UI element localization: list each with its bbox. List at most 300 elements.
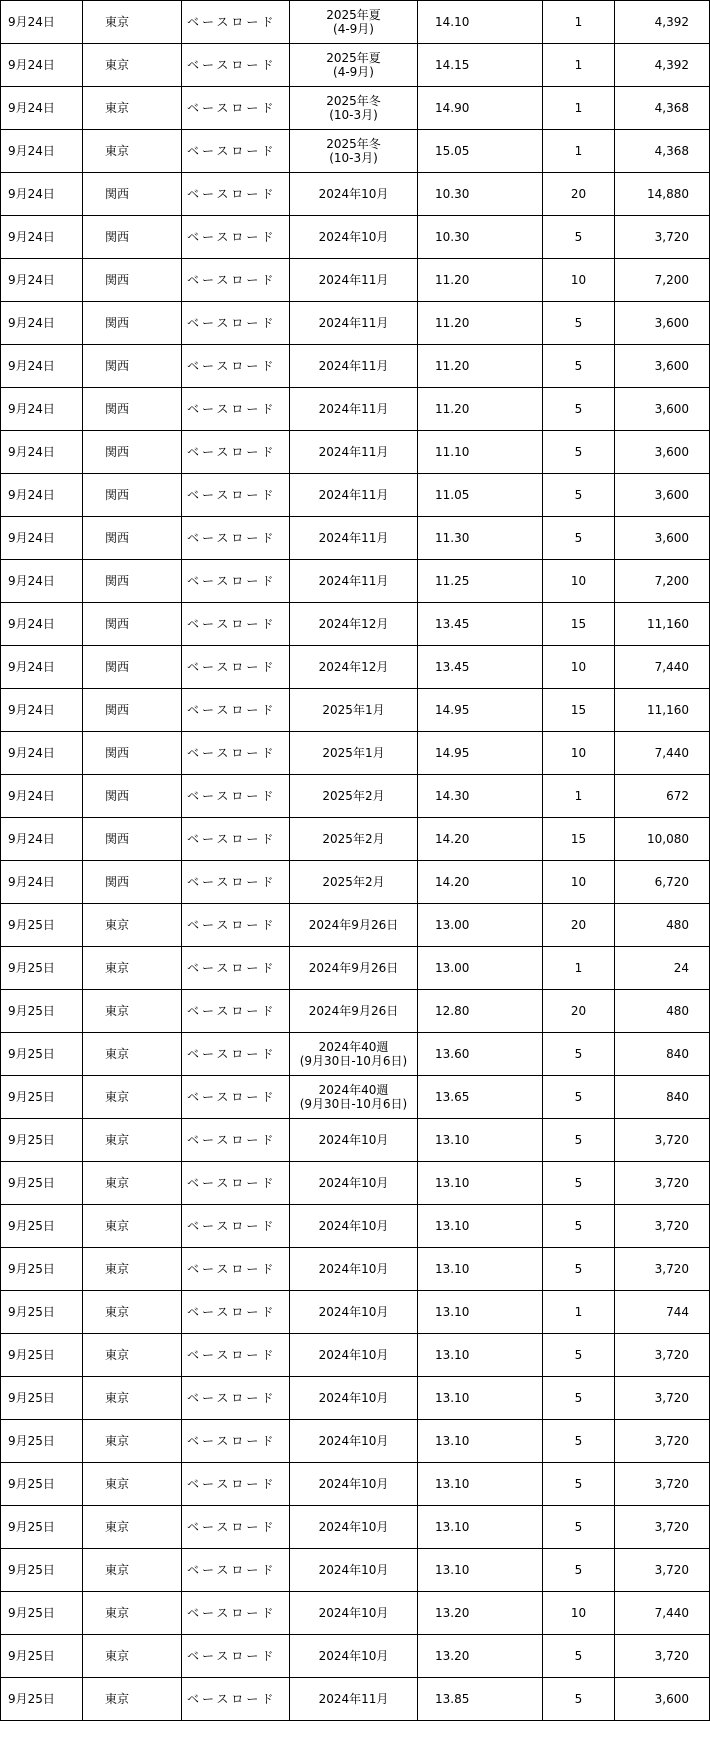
- price-cell: 10.30: [418, 216, 543, 259]
- table-row: [1, 1635, 710, 1678]
- area-cell: 関西: [83, 775, 182, 818]
- trade-date-cell: 9月24日: [1, 259, 83, 302]
- delivery-period-line: 2024年10月: [318, 1649, 389, 1663]
- trade-date-cell: 9月24日: [1, 44, 83, 87]
- table-row: [1, 1119, 710, 1162]
- delivery-period-line: (9月30日-10月6日): [299, 1097, 408, 1111]
- delivery-period-cell: [290, 560, 418, 603]
- trade-date-cell: 9月24日: [1, 646, 83, 689]
- lots-cell: 5: [543, 345, 615, 388]
- delivery-period-cell: [290, 1592, 418, 1635]
- amount-cell: 6,720: [615, 861, 710, 904]
- amount-cell: 24: [615, 947, 710, 990]
- area-cell: 東京: [83, 1291, 182, 1334]
- table-row: [1, 775, 710, 818]
- delivery-period-cell: [290, 1291, 418, 1334]
- product-cell: ベースロード: [182, 474, 290, 517]
- product-cell: ベースロード: [182, 431, 290, 474]
- table-row: [1, 1678, 710, 1721]
- lots-cell: 1: [543, 130, 615, 173]
- lots-cell: 5: [543, 216, 615, 259]
- delivery-period-cell: [290, 87, 418, 130]
- lots-cell: 20: [543, 173, 615, 216]
- product-cell: ベースロード: [182, 560, 290, 603]
- delivery-period-line: 2024年11月: [318, 273, 389, 287]
- table-row: [1, 947, 710, 990]
- table-row: [1, 1506, 710, 1549]
- trade-date-cell: 9月25日: [1, 990, 83, 1033]
- area-cell: 東京: [83, 87, 182, 130]
- price-cell: 14.90: [418, 87, 543, 130]
- price-cell: 13.60: [418, 1033, 543, 1076]
- price-cell: 12.80: [418, 990, 543, 1033]
- area-cell: 東京: [83, 1678, 182, 1721]
- amount-cell: 3,720: [615, 1549, 710, 1592]
- table-row: [1, 1377, 710, 1420]
- lots-cell: 5: [543, 1205, 615, 1248]
- trade-date-cell: 9月25日: [1, 1549, 83, 1592]
- lots-cell: 15: [543, 818, 615, 861]
- area-cell: 関西: [83, 689, 182, 732]
- lots-cell: 5: [543, 1076, 615, 1119]
- area-cell: 関西: [83, 302, 182, 345]
- table-row: [1, 1334, 710, 1377]
- table-row: [1, 388, 710, 431]
- table-row: [1, 861, 710, 904]
- table-row: [1, 173, 710, 216]
- trade-date-cell: 9月25日: [1, 1248, 83, 1291]
- area-cell: 東京: [83, 1377, 182, 1420]
- price-cell: 14.20: [418, 861, 543, 904]
- table-row: [1, 474, 710, 517]
- amount-cell: 4,368: [615, 130, 710, 173]
- price-cell: 14.20: [418, 818, 543, 861]
- delivery-period-cell: [290, 1334, 418, 1377]
- area-cell: 関西: [83, 345, 182, 388]
- product-cell: ベースロード: [182, 130, 290, 173]
- area-cell: 東京: [83, 990, 182, 1033]
- amount-cell: 672: [615, 775, 710, 818]
- delivery-period-line: 2024年9月26日: [308, 1004, 399, 1018]
- area-cell: 東京: [83, 1076, 182, 1119]
- amount-cell: 3,600: [615, 517, 710, 560]
- lots-cell: 5: [543, 1678, 615, 1721]
- product-cell: ベースロード: [182, 603, 290, 646]
- trade-date-cell: 9月24日: [1, 1, 83, 44]
- amount-cell: 3,720: [615, 1506, 710, 1549]
- table-row: [1, 1549, 710, 1592]
- price-cell: 13.10: [418, 1463, 543, 1506]
- trade-date-cell: 9月25日: [1, 1506, 83, 1549]
- amount-cell: 3,720: [615, 1248, 710, 1291]
- price-cell: 13.85: [418, 1678, 543, 1721]
- delivery-period-line: 2025年2月: [322, 832, 385, 846]
- amount-cell: 7,440: [615, 646, 710, 689]
- amount-cell: 3,600: [615, 388, 710, 431]
- area-cell: 東京: [83, 1205, 182, 1248]
- delivery-period-cell: [290, 1119, 418, 1162]
- table-row: [1, 1033, 710, 1076]
- amount-cell: 7,440: [615, 732, 710, 775]
- price-cell: 13.10: [418, 1334, 543, 1377]
- trade-date-cell: 9月24日: [1, 560, 83, 603]
- lots-cell: 1: [543, 44, 615, 87]
- price-cell: 11.20: [418, 388, 543, 431]
- product-cell: ベースロード: [182, 732, 290, 775]
- delivery-period-line: 2024年10月: [318, 1348, 389, 1362]
- delivery-period-cell: [290, 1162, 418, 1205]
- delivery-period-line: 2024年10月: [318, 187, 389, 201]
- price-cell: 13.45: [418, 603, 543, 646]
- product-cell: ベースロード: [182, 861, 290, 904]
- lots-cell: 1: [543, 1291, 615, 1334]
- product-cell: ベースロード: [182, 689, 290, 732]
- delivery-period-line: 2025年冬: [326, 94, 381, 108]
- price-cell: 13.10: [418, 1291, 543, 1334]
- table-row: [1, 646, 710, 689]
- lots-cell: 10: [543, 259, 615, 302]
- product-cell: ベースロード: [182, 1463, 290, 1506]
- trade-date-cell: 9月25日: [1, 1076, 83, 1119]
- area-cell: 東京: [83, 1248, 182, 1291]
- area-cell: 東京: [83, 44, 182, 87]
- table-row: [1, 1205, 710, 1248]
- delivery-period-line: 2024年10月: [318, 1563, 389, 1577]
- table-row: [1, 345, 710, 388]
- price-cell: 11.20: [418, 345, 543, 388]
- area-cell: 東京: [83, 1162, 182, 1205]
- delivery-period-cell: [290, 646, 418, 689]
- lots-cell: 10: [543, 861, 615, 904]
- lots-cell: 15: [543, 603, 615, 646]
- product-cell: ベースロード: [182, 44, 290, 87]
- lots-cell: 1: [543, 87, 615, 130]
- product-cell: ベースロード: [182, 1549, 290, 1592]
- delivery-period-cell: [290, 1076, 418, 1119]
- delivery-period-line: 2024年11月: [318, 531, 389, 545]
- amount-cell: 840: [615, 1033, 710, 1076]
- price-cell: 13.20: [418, 1635, 543, 1678]
- delivery-period-cell: [290, 431, 418, 474]
- amount-cell: 3,600: [615, 302, 710, 345]
- product-cell: ベースロード: [182, 1334, 290, 1377]
- delivery-period-cell: [290, 947, 418, 990]
- amount-cell: 7,200: [615, 560, 710, 603]
- delivery-period-line: 2025年2月: [322, 789, 385, 803]
- trade-date-cell: 9月24日: [1, 818, 83, 861]
- table-row: [1, 302, 710, 345]
- delivery-period-cell: [290, 1506, 418, 1549]
- amount-cell: 3,720: [615, 216, 710, 259]
- delivery-period-cell: [290, 388, 418, 431]
- price-cell: 13.10: [418, 1205, 543, 1248]
- product-cell: ベースロード: [182, 1678, 290, 1721]
- area-cell: 関西: [83, 216, 182, 259]
- price-cell: 13.20: [418, 1592, 543, 1635]
- price-cell: 15.05: [418, 130, 543, 173]
- amount-cell: 3,720: [615, 1463, 710, 1506]
- lots-cell: 5: [543, 1635, 615, 1678]
- delivery-period-line: 2024年12月: [318, 617, 389, 631]
- delivery-period-cell: [290, 302, 418, 345]
- amount-cell: 480: [615, 990, 710, 1033]
- delivery-period-line: 2024年10月: [318, 1176, 389, 1190]
- trade-date-cell: 9月24日: [1, 345, 83, 388]
- amount-cell: 3,600: [615, 474, 710, 517]
- area-cell: 関西: [83, 388, 182, 431]
- product-cell: ベースロード: [182, 345, 290, 388]
- area-cell: 関西: [83, 173, 182, 216]
- delivery-period-line: 2024年11月: [318, 316, 389, 330]
- area-cell: 東京: [83, 1506, 182, 1549]
- price-cell: 11.20: [418, 302, 543, 345]
- price-cell: 14.15: [418, 44, 543, 87]
- product-cell: ベースロード: [182, 1506, 290, 1549]
- trade-date-cell: 9月24日: [1, 732, 83, 775]
- table-row: [1, 1076, 710, 1119]
- delivery-period-cell: [290, 1377, 418, 1420]
- delivery-period-line: 2024年10月: [318, 230, 389, 244]
- product-cell: ベースロード: [182, 646, 290, 689]
- amount-cell: 14,880: [615, 173, 710, 216]
- area-cell: 東京: [83, 1033, 182, 1076]
- delivery-period-line: 2024年11月: [318, 445, 389, 459]
- delivery-period-cell: [290, 818, 418, 861]
- lots-cell: 5: [543, 1506, 615, 1549]
- price-cell: 13.10: [418, 1549, 543, 1592]
- product-cell: ベースロード: [182, 1, 290, 44]
- area-cell: 東京: [83, 947, 182, 990]
- product-cell: ベースロード: [182, 302, 290, 345]
- lots-cell: 5: [543, 517, 615, 560]
- delivery-period-cell: [290, 689, 418, 732]
- delivery-period-line: 2025年冬: [326, 137, 381, 151]
- trade-date-cell: 9月24日: [1, 431, 83, 474]
- price-cell: 11.05: [418, 474, 543, 517]
- lots-cell: 5: [543, 388, 615, 431]
- delivery-period-line: 2024年10月: [318, 1133, 389, 1147]
- delivery-period-line: (10-3月): [329, 108, 378, 122]
- delivery-period-line: 2024年9月26日: [308, 961, 399, 975]
- delivery-period-cell: [290, 173, 418, 216]
- product-cell: ベースロード: [182, 388, 290, 431]
- delivery-period-line: 2024年11月: [318, 1692, 389, 1706]
- delivery-period-cell: [290, 732, 418, 775]
- table-row: [1, 1248, 710, 1291]
- delivery-period-line: 2024年40週: [318, 1040, 389, 1054]
- price-cell: 11.10: [418, 431, 543, 474]
- delivery-period-line: 2024年12月: [318, 660, 389, 674]
- area-cell: 東京: [83, 904, 182, 947]
- price-cell: 11.25: [418, 560, 543, 603]
- delivery-period-line: 2024年11月: [318, 488, 389, 502]
- price-cell: 13.10: [418, 1506, 543, 1549]
- table-row: [1, 44, 710, 87]
- trade-date-cell: 9月25日: [1, 1463, 83, 1506]
- table-row: [1, 1291, 710, 1334]
- lots-cell: 10: [543, 732, 615, 775]
- price-cell: 14.95: [418, 689, 543, 732]
- product-cell: ベースロード: [182, 1377, 290, 1420]
- delivery-period-line: 2024年10月: [318, 1477, 389, 1491]
- area-cell: 関西: [83, 259, 182, 302]
- price-cell: 13.10: [418, 1248, 543, 1291]
- delivery-period-line: 2025年2月: [322, 875, 385, 889]
- price-cell: 11.30: [418, 517, 543, 560]
- lots-cell: 5: [543, 474, 615, 517]
- table-row: [1, 130, 710, 173]
- lots-cell: 5: [543, 1334, 615, 1377]
- table-row: [1, 1463, 710, 1506]
- delivery-period-line: 2024年10月: [318, 1262, 389, 1276]
- delivery-period-cell: [290, 1678, 418, 1721]
- delivery-period-line: 2024年10月: [318, 1219, 389, 1233]
- area-cell: 関西: [83, 560, 182, 603]
- amount-cell: 3,720: [615, 1377, 710, 1420]
- amount-cell: 744: [615, 1291, 710, 1334]
- trade-date-cell: 9月24日: [1, 130, 83, 173]
- trade-date-cell: 9月24日: [1, 87, 83, 130]
- area-cell: 東京: [83, 1334, 182, 1377]
- trade-date-cell: 9月24日: [1, 474, 83, 517]
- delivery-period-cell: [290, 603, 418, 646]
- amount-cell: 3,720: [615, 1420, 710, 1463]
- delivery-period-line: (9月30日-10月6日): [299, 1054, 408, 1068]
- product-cell: ベースロード: [182, 1076, 290, 1119]
- delivery-period-line: 2025年1月: [322, 746, 385, 760]
- delivery-period-line: 2025年夏: [326, 8, 381, 22]
- area-cell: 関西: [83, 431, 182, 474]
- price-cell: 14.95: [418, 732, 543, 775]
- delivery-period-line: (4-9月): [333, 22, 374, 36]
- product-cell: ベースロード: [182, 173, 290, 216]
- delivery-period-cell: [290, 1248, 418, 1291]
- delivery-period-cell: [290, 1420, 418, 1463]
- amount-cell: 3,720: [615, 1205, 710, 1248]
- trade-date-cell: 9月25日: [1, 1291, 83, 1334]
- amount-cell: 3,720: [615, 1119, 710, 1162]
- area-cell: 関西: [83, 818, 182, 861]
- trade-date-cell: 9月24日: [1, 861, 83, 904]
- delivery-period-cell: [290, 216, 418, 259]
- delivery-period-cell: [290, 1033, 418, 1076]
- lots-cell: 5: [543, 1248, 615, 1291]
- amount-cell: 3,600: [615, 431, 710, 474]
- area-cell: 東京: [83, 1119, 182, 1162]
- lots-cell: 5: [543, 1119, 615, 1162]
- area-cell: 東京: [83, 1549, 182, 1592]
- delivery-period-cell: [290, 1205, 418, 1248]
- price-cell: 13.10: [418, 1377, 543, 1420]
- delivery-period-cell: [290, 130, 418, 173]
- product-cell: ベースロード: [182, 990, 290, 1033]
- amount-cell: 10,080: [615, 818, 710, 861]
- trade-date-cell: 9月24日: [1, 388, 83, 431]
- trade-date-cell: 9月24日: [1, 216, 83, 259]
- product-cell: ベースロード: [182, 87, 290, 130]
- area-cell: 東京: [83, 1420, 182, 1463]
- amount-cell: 11,160: [615, 689, 710, 732]
- delivery-period-line: 2025年1月: [322, 703, 385, 717]
- table-row: [1, 904, 710, 947]
- delivery-period-cell: [290, 1463, 418, 1506]
- area-cell: 関西: [83, 861, 182, 904]
- product-cell: ベースロード: [182, 818, 290, 861]
- product-cell: ベースロード: [182, 517, 290, 560]
- table-row: [1, 603, 710, 646]
- price-cell: 14.30: [418, 775, 543, 818]
- product-cell: ベースロード: [182, 775, 290, 818]
- product-cell: ベースロード: [182, 947, 290, 990]
- table-row: [1, 87, 710, 130]
- delivery-period-cell: [290, 1635, 418, 1678]
- trade-date-cell: 9月25日: [1, 1119, 83, 1162]
- product-cell: ベースロード: [182, 1291, 290, 1334]
- area-cell: 東京: [83, 1635, 182, 1678]
- lots-cell: 5: [543, 1420, 615, 1463]
- product-cell: ベースロード: [182, 1162, 290, 1205]
- lots-cell: 10: [543, 646, 615, 689]
- lots-cell: 1: [543, 947, 615, 990]
- lots-cell: 5: [543, 1377, 615, 1420]
- table-row: [1, 216, 710, 259]
- amount-cell: 4,368: [615, 87, 710, 130]
- delivery-period-line: 2025年夏: [326, 51, 381, 65]
- lots-cell: 5: [543, 431, 615, 474]
- table-row: [1, 732, 710, 775]
- trade-date-cell: 9月25日: [1, 1162, 83, 1205]
- price-cell: 11.20: [418, 259, 543, 302]
- area-cell: 東京: [83, 1463, 182, 1506]
- product-cell: ベースロード: [182, 1592, 290, 1635]
- price-cell: 13.65: [418, 1076, 543, 1119]
- trade-date-cell: 9月25日: [1, 1033, 83, 1076]
- lots-cell: 5: [543, 1162, 615, 1205]
- price-cell: 14.10: [418, 1, 543, 44]
- lots-cell: 1: [543, 775, 615, 818]
- trade-date-cell: 9月25日: [1, 1205, 83, 1248]
- amount-cell: 3,600: [615, 345, 710, 388]
- delivery-period-cell: [290, 44, 418, 87]
- amount-cell: 3,720: [615, 1162, 710, 1205]
- lots-cell: 5: [543, 1549, 615, 1592]
- lots-cell: 10: [543, 560, 615, 603]
- amount-cell: 840: [615, 1076, 710, 1119]
- table-row: [1, 1, 710, 44]
- trade-date-cell: 9月25日: [1, 1678, 83, 1721]
- delivery-period-line: 2024年10月: [318, 1434, 389, 1448]
- product-cell: ベースロード: [182, 1420, 290, 1463]
- amount-cell: 4,392: [615, 1, 710, 44]
- amount-cell: 11,160: [615, 603, 710, 646]
- trade-date-cell: 9月25日: [1, 1420, 83, 1463]
- price-cell: 13.00: [418, 904, 543, 947]
- area-cell: 関西: [83, 646, 182, 689]
- delivery-period-cell: [290, 345, 418, 388]
- delivery-period-cell: [290, 474, 418, 517]
- trade-date-cell: 9月25日: [1, 1377, 83, 1420]
- lots-cell: 15: [543, 689, 615, 732]
- area-cell: 東京: [83, 130, 182, 173]
- product-cell: ベースロード: [182, 1635, 290, 1678]
- amount-cell: 3,600: [615, 1678, 710, 1721]
- amount-cell: 3,720: [615, 1635, 710, 1678]
- trade-date-cell: 9月24日: [1, 517, 83, 560]
- amount-cell: 7,200: [615, 259, 710, 302]
- area-cell: 関西: [83, 732, 182, 775]
- table-row: [1, 689, 710, 732]
- lots-cell: 1: [543, 1, 615, 44]
